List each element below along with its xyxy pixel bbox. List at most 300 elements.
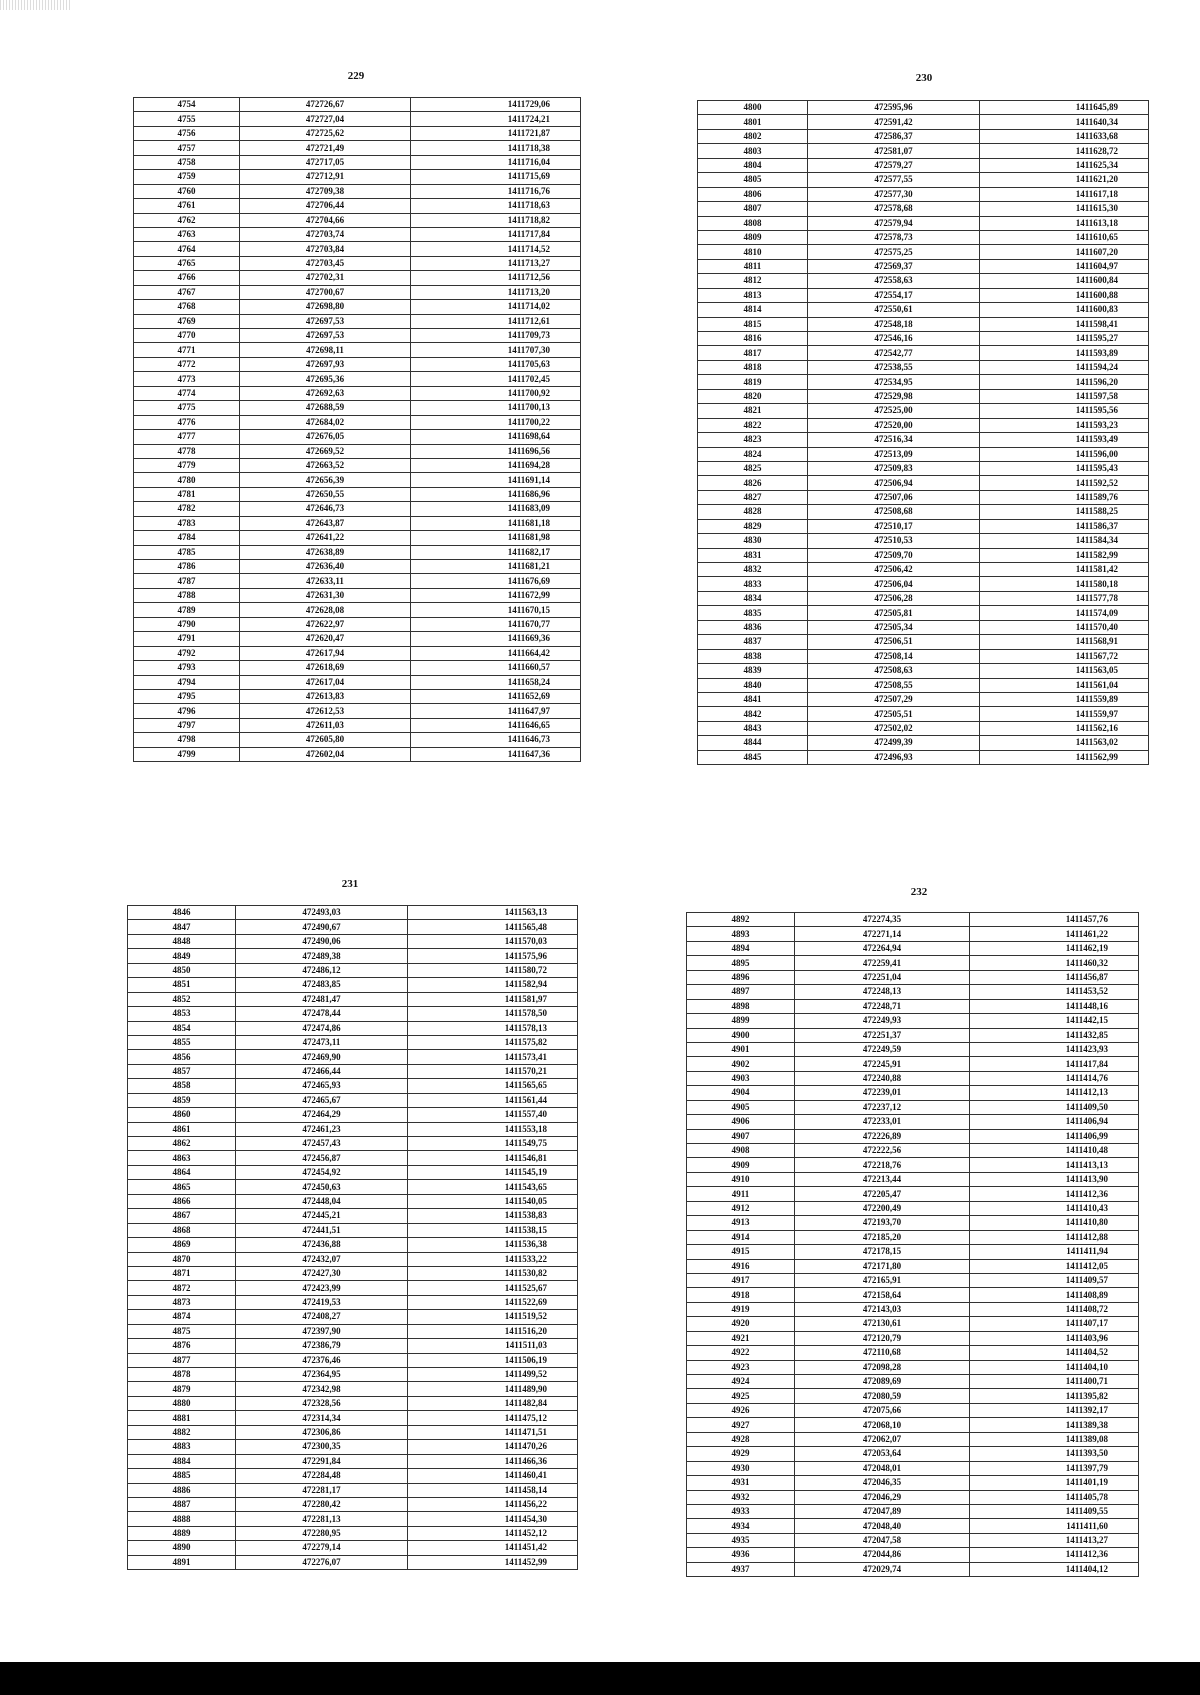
table-row xyxy=(698,433,1149,447)
point-number-cell: 4872 xyxy=(128,1281,236,1295)
x-coordinate-cell: 472620,47 xyxy=(240,632,411,646)
point-number-cell: 4922 xyxy=(687,1346,795,1360)
y-coordinate-cell: 1411462,19 xyxy=(970,941,1139,955)
x-coordinate-cell: 472098,28 xyxy=(795,1360,970,1374)
point-number-cell: 4765 xyxy=(134,256,240,270)
table-row xyxy=(128,1209,578,1223)
x-coordinate-cell: 472516,34 xyxy=(808,433,980,447)
y-coordinate-cell: 1411393,50 xyxy=(970,1447,1139,1461)
point-number-cell: 4858 xyxy=(128,1079,236,1093)
point-number-cell: 4886 xyxy=(128,1483,236,1497)
point-number-cell: 4754 xyxy=(134,98,240,112)
point-number-cell: 4934 xyxy=(687,1519,795,1533)
x-coordinate-cell: 472376,46 xyxy=(236,1353,408,1367)
table-row xyxy=(698,577,1149,591)
point-number-cell: 4913 xyxy=(687,1216,795,1230)
point-number-cell: 4884 xyxy=(128,1454,236,1468)
y-coordinate-cell: 1411565,65 xyxy=(408,1079,578,1093)
x-coordinate-cell: 472280,95 xyxy=(236,1526,408,1540)
x-coordinate-cell: 472510,17 xyxy=(808,519,980,533)
point-number-cell: 4916 xyxy=(687,1259,795,1273)
y-coordinate-cell: 1411408,72 xyxy=(970,1302,1139,1316)
y-coordinate-cell: 1411658,24 xyxy=(411,675,581,689)
page-number-230: 230 xyxy=(915,72,933,84)
y-coordinate-cell: 1411389,38 xyxy=(970,1418,1139,1432)
point-number-cell: 4797 xyxy=(134,718,240,732)
table-body xyxy=(687,913,1139,1577)
point-number-cell: 4761 xyxy=(134,199,240,213)
y-coordinate-cell: 1411570,40 xyxy=(980,620,1149,634)
x-coordinate-cell: 472546,16 xyxy=(808,332,980,346)
table-row xyxy=(134,256,581,270)
table-row xyxy=(134,704,581,718)
point-number-cell: 4932 xyxy=(687,1490,795,1504)
x-coordinate-cell: 472226,89 xyxy=(795,1129,970,1143)
y-coordinate-cell: 1411681,98 xyxy=(411,531,581,545)
point-number-cell: 4867 xyxy=(128,1209,236,1223)
table-row xyxy=(687,1201,1139,1215)
point-number-cell: 4861 xyxy=(128,1122,236,1136)
y-coordinate-cell: 1411592,52 xyxy=(980,476,1149,490)
point-number-cell: 4930 xyxy=(687,1461,795,1475)
x-coordinate-cell: 472158,64 xyxy=(795,1288,970,1302)
y-coordinate-cell: 1411621,20 xyxy=(980,173,1149,187)
y-coordinate-cell: 1411686,96 xyxy=(411,487,581,501)
y-coordinate-cell: 1411705,63 xyxy=(411,357,581,371)
x-coordinate-cell: 472461,23 xyxy=(236,1122,408,1136)
y-coordinate-cell: 1411413,27 xyxy=(970,1533,1139,1547)
x-coordinate-cell: 472248,13 xyxy=(795,985,970,999)
y-coordinate-cell: 1411408,89 xyxy=(970,1288,1139,1302)
point-number-cell: 4836 xyxy=(698,620,808,634)
y-coordinate-cell: 1411595,27 xyxy=(980,332,1149,346)
point-number-cell: 4900 xyxy=(687,1028,795,1042)
point-number-cell: 4935 xyxy=(687,1533,795,1547)
point-number-cell: 4839 xyxy=(698,664,808,678)
table-row xyxy=(134,271,581,285)
table-row xyxy=(134,689,581,703)
y-coordinate-cell: 1411580,18 xyxy=(980,577,1149,591)
point-number-cell: 4848 xyxy=(128,934,236,948)
y-coordinate-cell: 1411409,50 xyxy=(970,1100,1139,1114)
point-number-cell: 4868 xyxy=(128,1223,236,1237)
table-row xyxy=(687,1548,1139,1562)
point-number-cell: 4901 xyxy=(687,1042,795,1056)
table-row xyxy=(134,227,581,241)
point-number-cell: 4896 xyxy=(687,970,795,984)
point-number-cell: 4801 xyxy=(698,115,808,129)
y-coordinate-cell: 1411461,22 xyxy=(970,927,1139,941)
x-coordinate-cell: 472717,05 xyxy=(240,155,411,169)
y-coordinate-cell: 1411615,30 xyxy=(980,202,1149,216)
y-coordinate-cell: 1411714,52 xyxy=(411,242,581,256)
x-coordinate-cell: 472726,67 xyxy=(240,98,411,112)
y-coordinate-cell: 1411519,52 xyxy=(408,1310,578,1324)
table-row xyxy=(134,458,581,472)
x-coordinate-cell: 472478,44 xyxy=(236,1007,408,1021)
table-row xyxy=(134,141,581,155)
point-number-cell: 4857 xyxy=(128,1064,236,1078)
point-number-cell: 4835 xyxy=(698,606,808,620)
y-coordinate-cell: 1411593,23 xyxy=(980,418,1149,432)
point-number-cell: 4863 xyxy=(128,1151,236,1165)
table-row xyxy=(128,1396,578,1410)
x-coordinate-cell: 472222,56 xyxy=(795,1144,970,1158)
table-row xyxy=(687,1476,1139,1490)
y-coordinate-cell: 1411460,32 xyxy=(970,956,1139,970)
point-number-cell: 4929 xyxy=(687,1447,795,1461)
y-coordinate-cell: 1411670,15 xyxy=(411,603,581,617)
y-coordinate-cell: 1411570,21 xyxy=(408,1064,578,1078)
x-coordinate-cell: 472274,35 xyxy=(795,913,970,927)
y-coordinate-cell: 1411633,68 xyxy=(980,129,1149,143)
point-number-cell: 4936 xyxy=(687,1548,795,1562)
table-row xyxy=(128,1050,578,1064)
y-coordinate-cell: 1411646,73 xyxy=(411,733,581,747)
table-row xyxy=(687,1519,1139,1533)
table-row xyxy=(134,98,581,112)
x-coordinate-cell: 472314,34 xyxy=(236,1411,408,1425)
table-row xyxy=(128,963,578,977)
x-coordinate-cell: 472205,47 xyxy=(795,1187,970,1201)
x-coordinate-cell: 472578,68 xyxy=(808,202,980,216)
point-number-cell: 4845 xyxy=(698,750,808,764)
table-row xyxy=(134,502,581,516)
table-row xyxy=(687,1403,1139,1417)
y-coordinate-cell: 1411645,89 xyxy=(980,101,1149,115)
table-row xyxy=(687,1129,1139,1143)
point-number-cell: 4860 xyxy=(128,1108,236,1122)
y-coordinate-cell: 1411401,19 xyxy=(970,1476,1139,1490)
table-row xyxy=(128,978,578,992)
x-coordinate-cell: 472496,93 xyxy=(808,750,980,764)
point-number-cell: 4820 xyxy=(698,389,808,403)
point-number-cell: 4850 xyxy=(128,963,236,977)
table-row xyxy=(134,170,581,184)
x-coordinate-cell: 472538,55 xyxy=(808,360,980,374)
x-coordinate-cell: 472185,20 xyxy=(795,1230,970,1244)
x-coordinate-cell: 472397,90 xyxy=(236,1324,408,1338)
x-coordinate-cell: 472306,86 xyxy=(236,1425,408,1439)
y-coordinate-cell: 1411712,56 xyxy=(411,271,581,285)
point-number-cell: 4810 xyxy=(698,245,808,259)
table-row xyxy=(134,314,581,328)
table-row xyxy=(128,1310,578,1324)
y-coordinate-cell: 1411403,96 xyxy=(970,1331,1139,1345)
table-row xyxy=(128,1382,578,1396)
table-row xyxy=(687,1028,1139,1042)
point-number-cell: 4912 xyxy=(687,1201,795,1215)
point-number-cell: 4795 xyxy=(134,689,240,703)
point-number-cell: 4784 xyxy=(134,531,240,545)
y-coordinate-cell: 1411700,13 xyxy=(411,401,581,415)
table-row xyxy=(128,1555,578,1569)
y-coordinate-cell: 1411511,03 xyxy=(408,1339,578,1353)
y-coordinate-cell: 1411597,58 xyxy=(980,389,1149,403)
x-coordinate-cell: 472509,70 xyxy=(808,548,980,562)
x-coordinate-cell: 472448,04 xyxy=(236,1194,408,1208)
point-number-cell: 4906 xyxy=(687,1115,795,1129)
table-row xyxy=(698,692,1149,706)
x-coordinate-cell: 472534,95 xyxy=(808,375,980,389)
point-number-cell: 4809 xyxy=(698,230,808,244)
table-row xyxy=(698,548,1149,562)
y-coordinate-cell: 1411563,05 xyxy=(980,664,1149,678)
point-number-cell: 4780 xyxy=(134,473,240,487)
point-number-cell: 4927 xyxy=(687,1418,795,1432)
y-coordinate-cell: 1411543,65 xyxy=(408,1180,578,1194)
y-coordinate-cell: 1411578,13 xyxy=(408,1021,578,1035)
point-number-cell: 4829 xyxy=(698,519,808,533)
table-row xyxy=(128,1108,578,1122)
point-number-cell: 4814 xyxy=(698,303,808,317)
table-body xyxy=(134,98,581,762)
x-coordinate-cell: 472709,38 xyxy=(240,184,411,198)
x-coordinate-cell: 472200,49 xyxy=(795,1201,970,1215)
table-row xyxy=(134,213,581,227)
table-row xyxy=(687,1317,1139,1331)
table-row xyxy=(698,389,1149,403)
x-coordinate-cell: 472473,11 xyxy=(236,1035,408,1049)
y-coordinate-cell: 1411561,04 xyxy=(980,678,1149,692)
table-row xyxy=(698,678,1149,692)
point-number-cell: 4919 xyxy=(687,1302,795,1316)
y-coordinate-cell: 1411410,48 xyxy=(970,1144,1139,1158)
table-row xyxy=(687,1447,1139,1461)
x-coordinate-cell: 472505,34 xyxy=(808,620,980,634)
point-number-cell: 4883 xyxy=(128,1440,236,1454)
y-coordinate-cell: 1411646,65 xyxy=(411,718,581,732)
y-coordinate-cell: 1411581,42 xyxy=(980,563,1149,577)
y-coordinate-cell: 1411545,19 xyxy=(408,1165,578,1179)
x-coordinate-cell: 472469,90 xyxy=(236,1050,408,1064)
table-row xyxy=(687,1490,1139,1504)
point-number-cell: 4788 xyxy=(134,588,240,602)
table-row xyxy=(698,129,1149,143)
point-number-cell: 4768 xyxy=(134,300,240,314)
table-row xyxy=(687,1158,1139,1172)
table-row xyxy=(687,1461,1139,1475)
x-coordinate-cell: 472279,14 xyxy=(236,1541,408,1555)
y-coordinate-cell: 1411466,36 xyxy=(408,1454,578,1468)
y-coordinate-cell: 1411470,26 xyxy=(408,1440,578,1454)
y-coordinate-cell: 1411709,73 xyxy=(411,329,581,343)
y-coordinate-cell: 1411610,65 xyxy=(980,230,1149,244)
table-row xyxy=(698,750,1149,764)
point-number-cell: 4917 xyxy=(687,1273,795,1287)
y-coordinate-cell: 1411411,60 xyxy=(970,1519,1139,1533)
table-row xyxy=(128,1007,578,1021)
y-coordinate-cell: 1411600,88 xyxy=(980,288,1149,302)
table-row xyxy=(687,1389,1139,1403)
y-coordinate-cell: 1411715,69 xyxy=(411,170,581,184)
point-number-cell: 4911 xyxy=(687,1187,795,1201)
x-coordinate-cell: 472586,37 xyxy=(808,129,980,143)
x-coordinate-cell: 472529,98 xyxy=(808,389,980,403)
table-row xyxy=(698,303,1149,317)
table-row xyxy=(134,733,581,747)
table-row xyxy=(698,375,1149,389)
y-coordinate-cell: 1411563,13 xyxy=(408,906,578,920)
x-coordinate-cell: 472569,37 xyxy=(808,259,980,273)
point-number-cell: 4828 xyxy=(698,505,808,519)
y-coordinate-cell: 1411625,34 xyxy=(980,158,1149,172)
table-row xyxy=(687,1172,1139,1186)
point-number-cell: 4755 xyxy=(134,112,240,126)
point-number-cell: 4925 xyxy=(687,1389,795,1403)
table-row xyxy=(687,1245,1139,1259)
y-coordinate-cell: 1411489,90 xyxy=(408,1382,578,1396)
y-coordinate-cell: 1411530,82 xyxy=(408,1266,578,1280)
y-coordinate-cell: 1411575,96 xyxy=(408,949,578,963)
x-coordinate-cell: 472044,86 xyxy=(795,1548,970,1562)
x-coordinate-cell: 472613,83 xyxy=(240,689,411,703)
x-coordinate-cell: 472408,27 xyxy=(236,1310,408,1324)
point-number-cell: 4806 xyxy=(698,187,808,201)
x-coordinate-cell: 472575,25 xyxy=(808,245,980,259)
point-number-cell: 4800 xyxy=(698,101,808,115)
table-row xyxy=(128,1238,578,1252)
point-number-cell: 4833 xyxy=(698,577,808,591)
x-coordinate-cell: 472505,51 xyxy=(808,707,980,721)
table-row xyxy=(134,661,581,675)
point-number-cell: 4804 xyxy=(698,158,808,172)
x-coordinate-cell: 472591,42 xyxy=(808,115,980,129)
point-number-cell: 4877 xyxy=(128,1353,236,1367)
point-number-cell: 4902 xyxy=(687,1057,795,1071)
point-number-cell: 4763 xyxy=(134,227,240,241)
table-row xyxy=(687,1302,1139,1316)
y-coordinate-cell: 1411456,87 xyxy=(970,970,1139,984)
table-row xyxy=(698,274,1149,288)
table-row xyxy=(687,956,1139,970)
table-row xyxy=(134,473,581,487)
point-number-cell: 4882 xyxy=(128,1425,236,1439)
point-number-cell: 4841 xyxy=(698,692,808,706)
table-row xyxy=(687,1216,1139,1230)
table-row xyxy=(698,216,1149,230)
table-row xyxy=(128,1194,578,1208)
point-number-cell: 4815 xyxy=(698,317,808,331)
point-number-cell: 4855 xyxy=(128,1035,236,1049)
point-number-cell: 4926 xyxy=(687,1403,795,1417)
point-number-cell: 4778 xyxy=(134,444,240,458)
point-number-cell: 4887 xyxy=(128,1497,236,1511)
y-coordinate-cell: 1411432,85 xyxy=(970,1028,1139,1042)
x-coordinate-cell: 472525,00 xyxy=(808,404,980,418)
x-coordinate-cell: 472364,95 xyxy=(236,1368,408,1382)
table-row xyxy=(687,1504,1139,1518)
x-coordinate-cell: 472579,27 xyxy=(808,158,980,172)
table-row xyxy=(128,1035,578,1049)
table-row xyxy=(134,632,581,646)
x-coordinate-cell: 472650,55 xyxy=(240,487,411,501)
table-row xyxy=(698,332,1149,346)
x-coordinate-cell: 472506,51 xyxy=(808,635,980,649)
y-coordinate-cell: 1411593,89 xyxy=(980,346,1149,360)
table-row xyxy=(687,1100,1139,1114)
table-row xyxy=(128,906,578,920)
table-row xyxy=(128,1151,578,1165)
point-number-cell: 4769 xyxy=(134,314,240,328)
x-coordinate-cell: 472457,43 xyxy=(236,1137,408,1151)
y-coordinate-cell: 1411718,82 xyxy=(411,213,581,227)
table-row xyxy=(134,199,581,213)
point-number-cell: 4803 xyxy=(698,144,808,158)
x-coordinate-cell: 472464,29 xyxy=(236,1108,408,1122)
y-coordinate-cell: 1411407,17 xyxy=(970,1317,1139,1331)
x-coordinate-cell: 472143,03 xyxy=(795,1302,970,1316)
y-coordinate-cell: 1411567,72 xyxy=(980,649,1149,663)
x-coordinate-cell: 472486,12 xyxy=(236,963,408,977)
x-coordinate-cell: 472165,91 xyxy=(795,1273,970,1287)
table-row xyxy=(134,675,581,689)
x-coordinate-cell: 472581,07 xyxy=(808,144,980,158)
y-coordinate-cell: 1411573,41 xyxy=(408,1050,578,1064)
x-coordinate-cell: 472171,80 xyxy=(795,1259,970,1273)
x-coordinate-cell: 472727,04 xyxy=(240,112,411,126)
y-coordinate-cell: 1411392,17 xyxy=(970,1403,1139,1417)
table-row xyxy=(698,144,1149,158)
point-number-cell: 4924 xyxy=(687,1375,795,1389)
table-row xyxy=(698,591,1149,605)
table-row xyxy=(128,1541,578,1555)
x-coordinate-cell: 472328,56 xyxy=(236,1396,408,1410)
point-number-cell: 4849 xyxy=(128,949,236,963)
table-row xyxy=(128,1411,578,1425)
y-coordinate-cell: 1411575,82 xyxy=(408,1035,578,1049)
x-coordinate-cell: 472577,55 xyxy=(808,173,980,187)
point-number-cell: 4812 xyxy=(698,274,808,288)
x-coordinate-cell: 472508,55 xyxy=(808,678,980,692)
point-number-cell: 4822 xyxy=(698,418,808,432)
y-coordinate-cell: 1411628,72 xyxy=(980,144,1149,158)
x-coordinate-cell: 472047,58 xyxy=(795,1533,970,1547)
y-coordinate-cell: 1411613,18 xyxy=(980,216,1149,230)
y-coordinate-cell: 1411652,69 xyxy=(411,689,581,703)
table-row xyxy=(128,1440,578,1454)
table-row xyxy=(128,1281,578,1295)
table-row xyxy=(134,560,581,574)
x-coordinate-cell: 472281,13 xyxy=(236,1512,408,1526)
x-coordinate-cell: 472558,63 xyxy=(808,274,980,288)
x-coordinate-cell: 472281,17 xyxy=(236,1483,408,1497)
y-coordinate-cell: 1411584,34 xyxy=(980,534,1149,548)
table-row xyxy=(698,447,1149,461)
point-number-cell: 4852 xyxy=(128,992,236,1006)
table-row xyxy=(134,516,581,530)
x-coordinate-cell: 472702,31 xyxy=(240,271,411,285)
table-row xyxy=(687,1071,1139,1085)
x-coordinate-cell: 472505,81 xyxy=(808,606,980,620)
table-row xyxy=(698,202,1149,216)
point-number-cell: 4844 xyxy=(698,736,808,750)
table-row xyxy=(687,1432,1139,1446)
table-row xyxy=(134,487,581,501)
x-coordinate-cell: 472427,30 xyxy=(236,1266,408,1280)
x-coordinate-cell: 472441,51 xyxy=(236,1223,408,1237)
y-coordinate-cell: 1411716,04 xyxy=(411,155,581,169)
y-coordinate-cell: 1411471,51 xyxy=(408,1425,578,1439)
table-row xyxy=(698,563,1149,577)
table-row xyxy=(134,430,581,444)
table-row xyxy=(698,505,1149,519)
table-row xyxy=(698,635,1149,649)
table-row xyxy=(687,1346,1139,1360)
y-coordinate-cell: 1411588,25 xyxy=(980,505,1149,519)
y-coordinate-cell: 1411593,49 xyxy=(980,433,1149,447)
table-row xyxy=(687,1375,1139,1389)
